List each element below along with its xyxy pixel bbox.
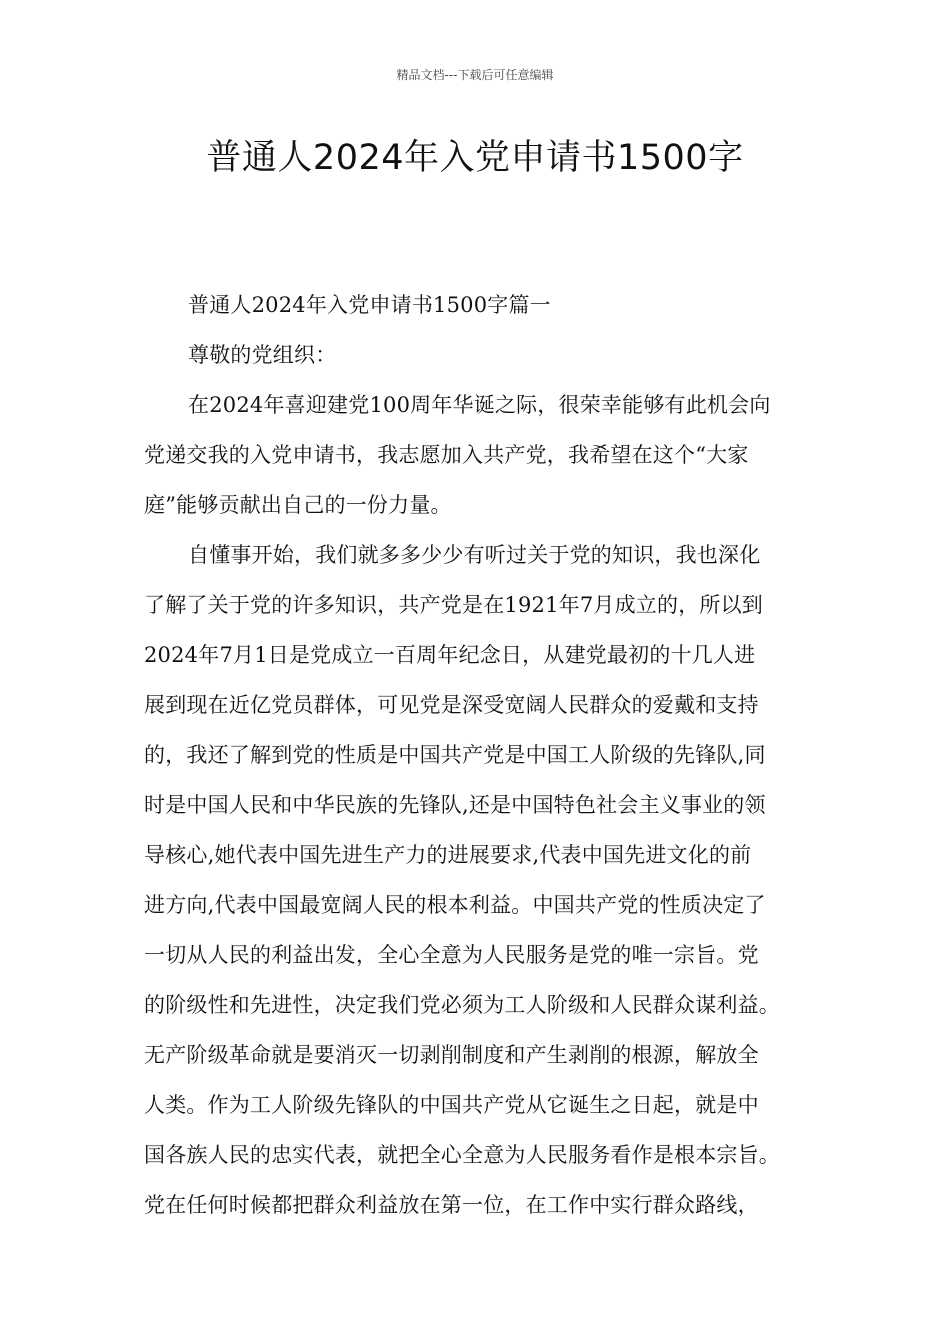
paragraph-line: 人类。作为工人阶级先锋队的中国共产党从它诞生之日起，就是中 (144, 1093, 759, 1117)
paragraph-line: 国各族人民的忠实代表，就把全心全意为人民服务看作是根本宗旨。 (144, 1143, 780, 1167)
document-body (144, 280, 812, 1230)
paragraph-line: 的阶级性和先进性，决定我们党必须为工人阶级和人民群众谋利益。 (144, 993, 780, 1017)
paragraph-line: 2024年7月1日是党成立一百周年纪念日，从建党最初的十几人进 (144, 643, 756, 667)
paragraph-line: 导核心,她代表中国先进生产力的进展要求,代表中国先进文化的前 (144, 843, 752, 867)
paragraph-line: 了解了关于党的许多知识，共产党是在1921年7月成立的，所以到 (144, 593, 764, 617)
section-heading: 普通人2024年入党申请书1500字篇一 (188, 293, 551, 317)
paragraph-line: 庭”能够贡献出自己的一份力量。 (144, 493, 452, 517)
paragraph-line: 党递交我的入党申请书，我志愿加入共产党，我希望在这个“大家 (144, 443, 749, 467)
paragraph-line: 时是中国人民和中华民族的先锋队,还是中国特色社会主义事业的领 (144, 793, 766, 817)
paragraph-line: 党在任何时候都把群众利益放在第一位，在工作中实行群众路线， (144, 1193, 759, 1217)
salutation: 尊敬的党组织： (188, 343, 337, 367)
paragraph-line: 一切从人民的利益出发，全心全意为人民服务是党的唯一宗旨。党 (144, 943, 759, 967)
header-note: 精品文档---下载后可任意编辑 (396, 68, 554, 82)
document-title: 普通人2024年入党申请书1500字 (206, 138, 744, 178)
paragraph-line: 在2024年喜迎建党100周年华诞之际，很荣幸能够有此机会向 (188, 393, 771, 417)
paragraph-line: 的，我还了解到党的性质是中国共产党是中国工人阶级的先锋队,同 (144, 743, 766, 767)
paragraph-line: 自懂事开始，我们就多多少少有听过关于党的知识，我也深化 (188, 543, 761, 567)
paragraph-line: 进方向,代表中国最宽阔人民的根本利益。中国共产党的性质决定了 (144, 893, 766, 917)
paragraph-line: 展到现在近亿党员群体，可见党是深受宽阔人民群众的爱戴和支持 (144, 693, 759, 717)
paragraph-line: 无产阶级革命就是要消灭一切剥削制度和产生剥削的根源，解放全 (144, 1043, 759, 1067)
